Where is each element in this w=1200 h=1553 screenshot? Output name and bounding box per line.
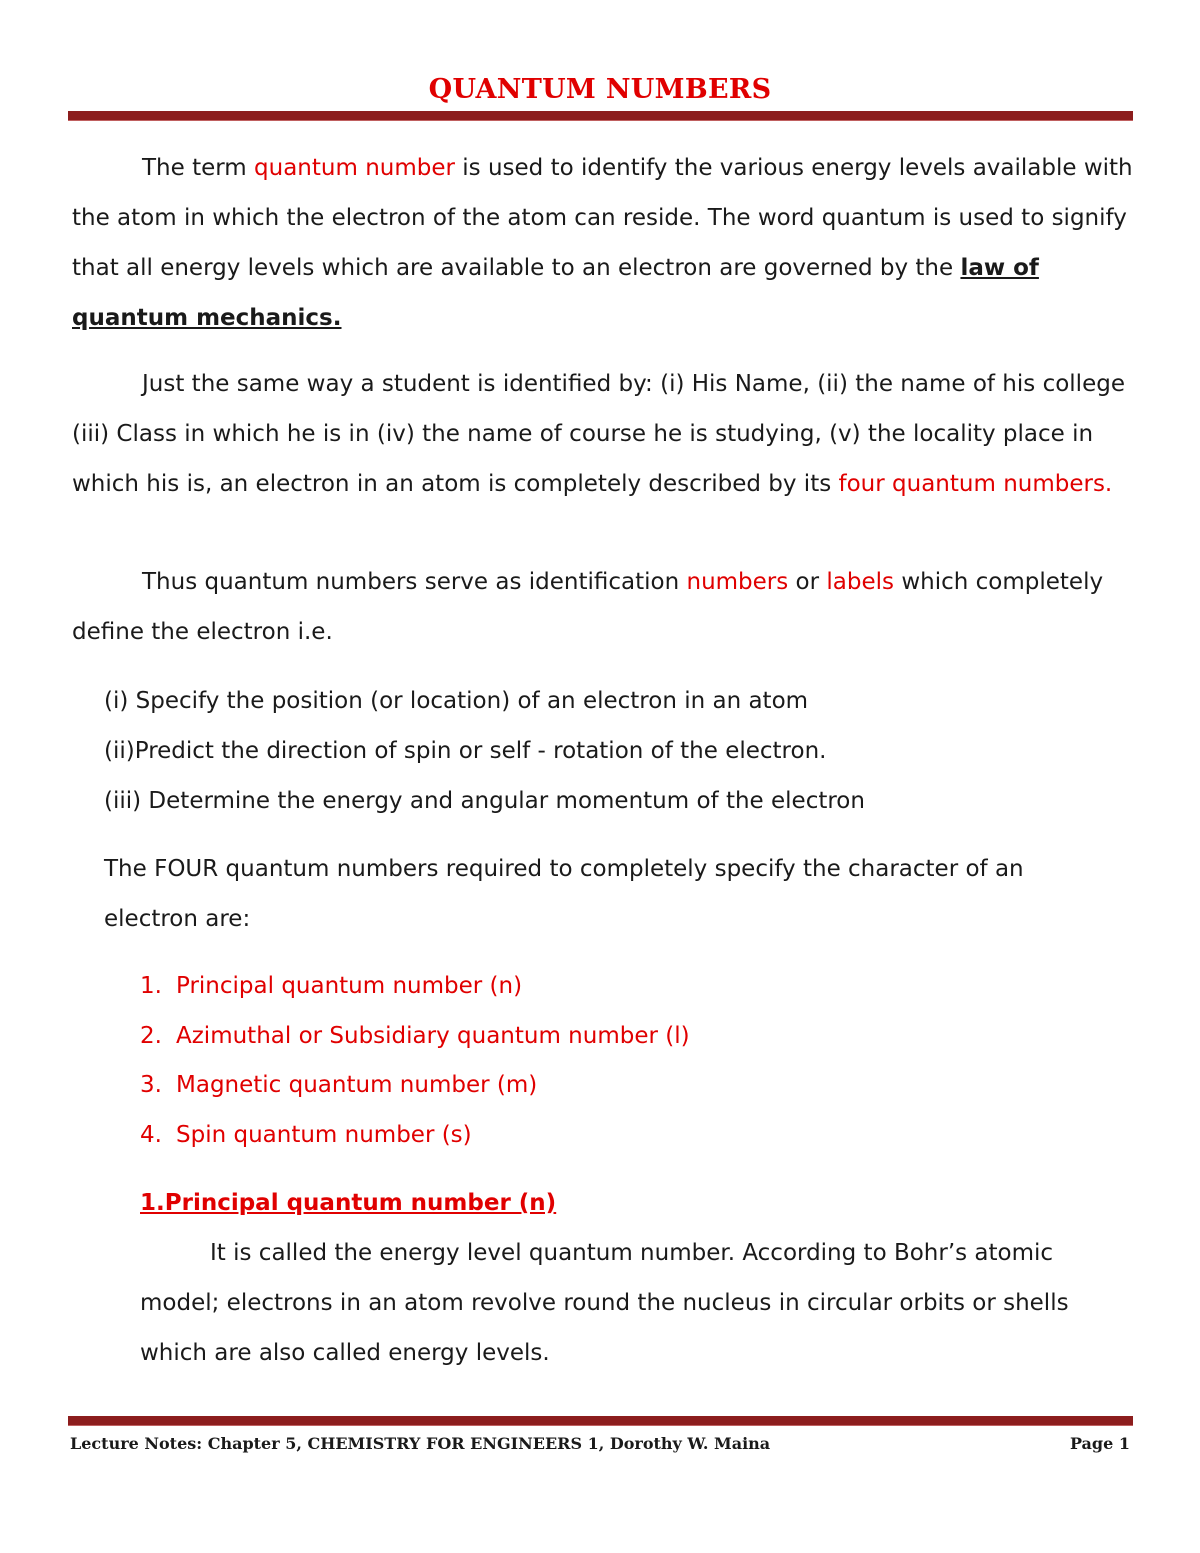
roman-numeral: (ii) [104,738,135,764]
para3-text-1: Thus quantum numbers serve as identification [142,569,687,595]
list-number: 2. [140,1022,162,1049]
roman-item-text: Predict the direction of spin or self - rotation of the electron. [134,738,827,764]
list-number: 4. [140,1121,162,1148]
four-quantum-numbers-phrase: four quantum numbers. [838,471,1113,497]
student-analogy-paragraph [72,359,1134,509]
numbers-word: numbers [686,569,789,595]
intro-paragraph [72,143,1134,343]
roman-list-item [104,776,1104,826]
list-item [140,1111,1040,1161]
list-item-text: Azimuthal or Subsidiary quantum number (l) [176,1022,690,1049]
para3-text-2: or [788,569,827,595]
list-item-text: Magnetic quantum number (m) [176,1072,538,1098]
list-item-text: Principal quantum number (n) [176,973,523,999]
page-title: QUANTUM NUMBERS [428,74,772,105]
footer-rule [68,1416,1133,1426]
list-item-text: Spin quantum number (s) [176,1121,472,1148]
roman-list [104,676,1104,826]
term-quantum-number: quantum number [254,155,455,181]
para3-text-3: which completely define the electron i.e. [72,569,1104,645]
list-item [140,962,1040,1012]
law-of-quantum-mechanics: law of quantum mechanics. [72,255,1039,331]
roman-item-text: Determine the energy and angular momentum of the electron [141,788,865,814]
list-number: 1. [140,973,162,999]
header-rule [68,111,1133,121]
quantum-number-list [140,962,1040,1160]
para1-text-2: is used to identify the various energy levels available with the atom in which the electron of the atom can reside. The word quantum is used to signify that all energy levels which are available to an electron are governed by the [72,155,1133,281]
four-quantum-intro: The FOUR quantum numbers required to completely specify the character of an electron are: [104,856,1024,932]
footer-citation: Lecture Notes: Chapter 5, CHEMISTRY FOR ENGINEERS 1, Dorothy W. Maina [70,1434,771,1453]
para2-text-1: Just the same way a student is identified by: (i) His Name, (ii) the name of his college (iii) Class in which he is in (iv) the name of course he is studying, (v) the locality place in which his is, an electron in an atom is completely described by its [72,371,1125,497]
roman-numeral: (i) [104,688,129,714]
list-item [140,1012,1040,1062]
list-number: 3. [140,1072,162,1098]
page-number: Page 1 [1069,1434,1130,1453]
section-heading: 1.Principal quantum number (n) [140,1190,557,1216]
section-paragraph: It is called the energy level quantum number. According to Bohr’s atomic model; electrons in an atom revolve round the nucleus in circular orbits or shells which are also called energy levels. [140,1240,1069,1366]
para1-text-1: The term [142,155,255,181]
roman-list-item [104,676,1104,726]
labels-word: labels [826,569,895,595]
list-item [140,1061,1040,1111]
identification-paragraph [72,557,1134,657]
roman-item-text: Specify the position (or location) of an electron in an atom [128,688,809,714]
roman-list-item [104,726,1104,776]
roman-numeral: (iii) [104,788,142,814]
